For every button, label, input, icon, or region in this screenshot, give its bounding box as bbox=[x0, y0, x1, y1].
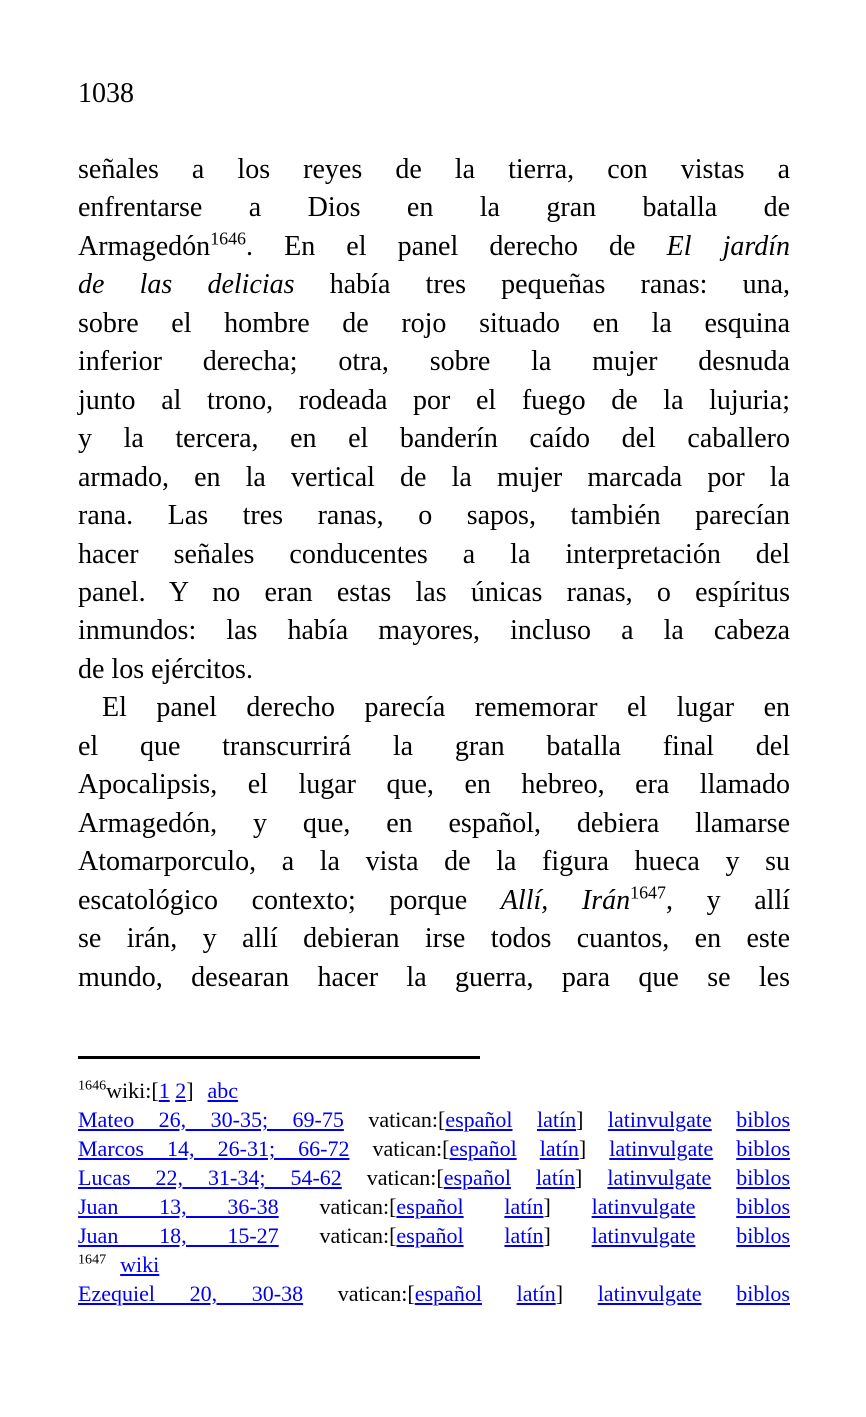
text-segment: vatican:[ bbox=[341, 1165, 444, 1190]
footnote-link[interactable]: español bbox=[445, 1107, 513, 1132]
text-segment bbox=[464, 1194, 505, 1219]
text-segment: Armagedón, y que, en español, debiera llamarse bbox=[78, 807, 790, 839]
footnote-link[interactable]: latín bbox=[504, 1223, 544, 1248]
body-text-line bbox=[78, 728, 790, 766]
footnote-link[interactable]: Ezequiel 20, 30-38 bbox=[78, 1281, 304, 1306]
text-segment: vatican:[ bbox=[278, 1223, 397, 1248]
text-segment bbox=[464, 1223, 505, 1248]
footnote-link[interactable]: latinvulgate bbox=[607, 1165, 712, 1190]
footnote-line bbox=[78, 1076, 790, 1105]
text-segment bbox=[713, 1136, 736, 1161]
footnote-link[interactable]: latinvulgate bbox=[607, 1107, 712, 1132]
body-text-line bbox=[78, 574, 790, 612]
body-text-line bbox=[78, 305, 790, 343]
footnote-link[interactable]: español bbox=[414, 1281, 482, 1306]
text-segment: Apocalipsis, el lugar que, en hebreo, era llamado bbox=[78, 769, 790, 801]
body-text-line bbox=[78, 497, 790, 535]
text-segment: El jardín bbox=[666, 230, 790, 262]
text-segment: señales a los reyes de la tierra, con vistas a bbox=[78, 154, 790, 185]
text-segment bbox=[711, 1165, 736, 1190]
body-text-line bbox=[78, 420, 790, 458]
body-text-line bbox=[78, 689, 790, 727]
text-segment: . En el panel derecho de bbox=[246, 230, 667, 262]
body-text bbox=[78, 151, 790, 997]
footnote-marker: 1647 bbox=[630, 882, 666, 903]
text-segment: inmundos: las había mayores, incluso a la cabeza bbox=[78, 615, 790, 647]
footnote-link[interactable]: Mateo 26, 30-35; 69-75 bbox=[78, 1107, 344, 1132]
text-segment: ] bbox=[578, 1136, 610, 1161]
footnote-line bbox=[78, 1221, 790, 1250]
footnote-link[interactable]: biblos bbox=[736, 1223, 791, 1248]
body-text-line bbox=[78, 228, 790, 266]
body-text-line bbox=[78, 382, 790, 420]
text-segment: ] bbox=[555, 1281, 598, 1306]
footnote-link[interactable]: wiki bbox=[120, 1252, 160, 1277]
text-segment: ] bbox=[575, 1165, 608, 1190]
footnote-link[interactable]: latinvulgate bbox=[597, 1281, 702, 1306]
body-text-line bbox=[78, 766, 790, 804]
text-segment: y la tercera, en el banderín caído del caballero bbox=[78, 423, 790, 455]
text-segment bbox=[517, 1136, 540, 1161]
text-segment: ] bbox=[576, 1107, 608, 1132]
body-text-line bbox=[78, 651, 790, 689]
footnote-link[interactable]: latín bbox=[536, 1107, 577, 1132]
text-segment: vatican:[ bbox=[303, 1281, 415, 1306]
text-segment: , y allí bbox=[665, 884, 791, 916]
footnote-link[interactable]: latín bbox=[535, 1165, 576, 1190]
body-text-line bbox=[78, 805, 790, 843]
text-segment: Atomarporculo, a la vista de la figura hueca y su bbox=[78, 846, 790, 878]
text-segment: ] bbox=[543, 1194, 592, 1219]
body-text-line bbox=[78, 882, 790, 920]
footnote-link[interactable]: latín bbox=[504, 1194, 544, 1219]
footnote-link[interactable]: español bbox=[443, 1165, 511, 1190]
text-segment: el que transcurrirá la gran batalla final del bbox=[78, 730, 790, 762]
footnote-link[interactable]: 2 bbox=[175, 1078, 187, 1103]
text-segment: vatican:[ bbox=[349, 1136, 450, 1161]
text-segment: vatican:[ bbox=[278, 1194, 397, 1219]
body-text-line bbox=[78, 266, 790, 304]
text-segment bbox=[702, 1281, 737, 1306]
body-text-line bbox=[78, 959, 790, 997]
footnote-link[interactable]: latinvulgate bbox=[609, 1136, 714, 1161]
text-segment bbox=[482, 1281, 517, 1306]
footnote-link[interactable]: español bbox=[396, 1223, 464, 1248]
text-segment bbox=[695, 1194, 736, 1219]
text-segment: de los ejércitos. bbox=[78, 653, 253, 685]
footnote-line bbox=[78, 1105, 790, 1134]
text-segment: junto al trono, rodeada por el fuego de la lujuria; bbox=[78, 384, 790, 416]
footnote-marker: 1646 bbox=[78, 1077, 107, 1094]
body-text-line bbox=[78, 151, 790, 189]
footnote-link[interactable]: 1 bbox=[158, 1078, 170, 1103]
text-segment: inferior derecha; otra, sobre la mujer desnuda bbox=[78, 346, 790, 378]
footnote-link[interactable]: abc bbox=[207, 1078, 239, 1103]
footnote-marker: 1647 bbox=[78, 1251, 107, 1268]
body-text-line bbox=[78, 343, 790, 381]
footnote-line bbox=[78, 1134, 790, 1163]
footnote-line bbox=[78, 1250, 790, 1279]
text-segment: Allí, Irán bbox=[500, 884, 631, 916]
text-segment: panel. Y no eran estas las únicas ranas, o espíritus bbox=[78, 576, 790, 608]
text-segment: ] bbox=[186, 1078, 194, 1103]
text-segment bbox=[513, 1107, 537, 1132]
footnote-separator bbox=[78, 1056, 480, 1059]
footnote-link[interactable]: Marcos 14, 26-31; 66-72 bbox=[78, 1136, 350, 1161]
footnote-link[interactable]: Juan 18, 15-27 bbox=[78, 1223, 279, 1248]
footnote-marker: 1646 bbox=[210, 228, 246, 249]
footnote-link[interactable]: biblos bbox=[736, 1194, 791, 1219]
text-segment bbox=[511, 1165, 536, 1190]
text-segment: ] bbox=[543, 1223, 592, 1248]
text-segment: El panel derecho parecía rememorar el lugar en bbox=[102, 692, 790, 724]
footnote-link[interactable]: latinvulgate bbox=[591, 1223, 696, 1248]
body-text-line bbox=[78, 612, 790, 650]
body-text-line bbox=[78, 843, 790, 881]
body-text-line bbox=[78, 189, 790, 227]
footnote-link[interactable]: biblos bbox=[736, 1165, 791, 1190]
footnote-link[interactable]: español bbox=[396, 1194, 464, 1219]
footnote-link[interactable]: latín bbox=[516, 1281, 556, 1306]
text-segment: se irán, y allí debieran irse todos cuantos, en este bbox=[78, 923, 790, 955]
footnote-link[interactable]: biblos bbox=[736, 1107, 791, 1132]
text-segment bbox=[695, 1223, 736, 1248]
footnote-link[interactable]: latinvulgate bbox=[591, 1194, 696, 1219]
footnote-link[interactable]: español bbox=[449, 1136, 517, 1161]
footnote-line bbox=[78, 1192, 790, 1221]
body-text-line bbox=[78, 459, 790, 497]
text-segment: hacer señales conducentes a la interpretación del bbox=[78, 538, 790, 570]
body-text-line bbox=[78, 920, 790, 958]
body-text-line bbox=[78, 536, 790, 574]
footnote-line bbox=[78, 1279, 790, 1308]
text-segment: enfrentarse a Dios en la gran batalla de bbox=[78, 192, 790, 224]
text-segment: sobre el hombre de rojo situado en la esquina bbox=[78, 307, 790, 339]
text-segment: vatican:[ bbox=[343, 1107, 446, 1132]
text-segment: de las delicias bbox=[78, 269, 295, 301]
text-segment: rana. Las tres ranas, o sapos, también parecían bbox=[78, 500, 790, 532]
page-number: 1038 bbox=[78, 78, 134, 109]
text-segment bbox=[712, 1107, 736, 1132]
footnote-link[interactable]: latín bbox=[539, 1136, 579, 1161]
text-segment: Armagedón bbox=[78, 230, 211, 262]
text-segment: mundo, desearan hacer la guerra, para que se les bbox=[78, 961, 790, 993]
footnote-link[interactable]: biblos bbox=[736, 1136, 791, 1161]
text-segment: wiki:[ bbox=[106, 1078, 159, 1103]
footnote-link[interactable]: biblos bbox=[736, 1281, 790, 1306]
footnote-link[interactable]: Lucas 22, 31-34; 54-62 bbox=[78, 1165, 342, 1190]
text-segment: había tres pequeñas ranas: una, bbox=[294, 269, 790, 301]
footnotes bbox=[78, 1076, 790, 1308]
text-segment: armado, en la vertical de la mujer marcada por la bbox=[78, 461, 790, 493]
footnote-line bbox=[78, 1163, 790, 1192]
text-segment: escatológico contexto; porque bbox=[78, 884, 501, 916]
footnote-link[interactable]: Juan 13, 36-38 bbox=[78, 1194, 279, 1219]
